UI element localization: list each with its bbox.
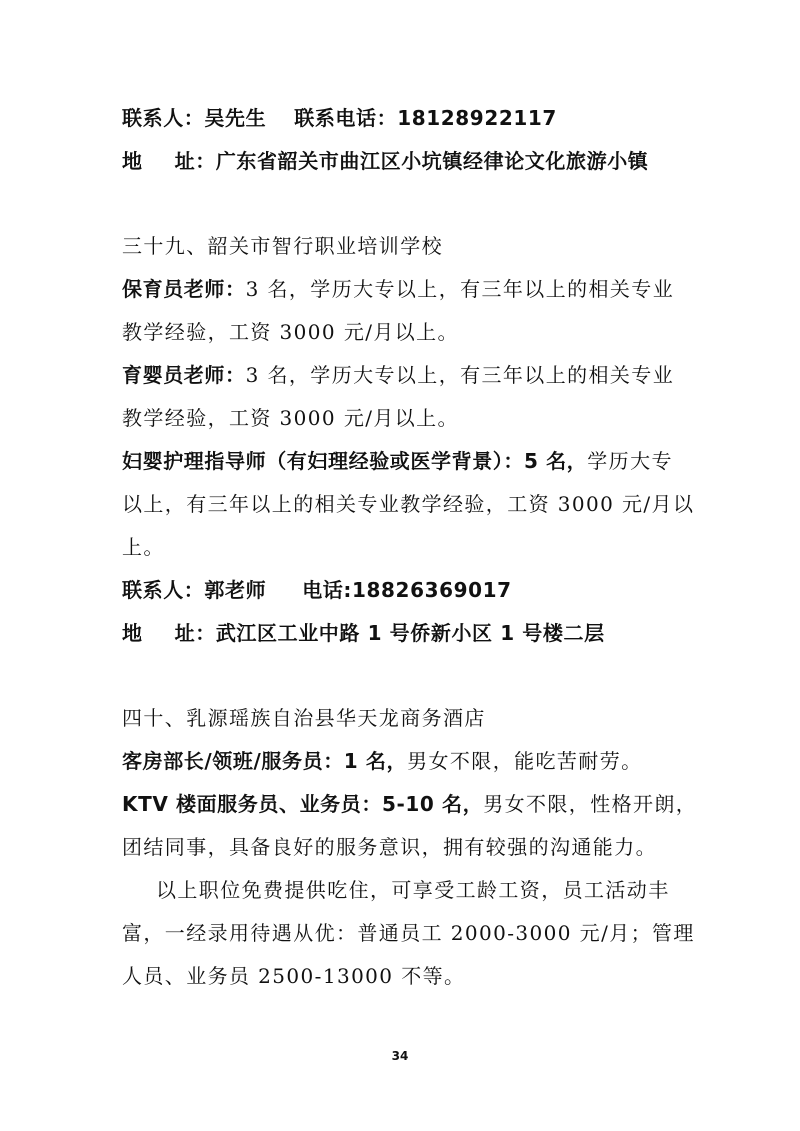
job-title: 保育员老师： <box>122 277 246 301</box>
phone-number: 18128922117 <box>397 106 557 130</box>
benefits-note: 以上职位免费提供吃住，可享受工龄工资，员工活动丰 <box>156 878 670 902</box>
page-number: 34 <box>391 1049 409 1063</box>
address-line <box>122 619 680 647</box>
job-title: 妇婴护理指导师（有妇理经验或医学背景）：5 名， <box>122 449 588 473</box>
address-label-b: 址： <box>174 621 216 645</box>
phone-label: 联系电话： <box>294 106 398 130</box>
contact-label: 联系人： <box>122 106 205 130</box>
address-line <box>122 147 680 175</box>
job-infant-care-teacher <box>122 361 680 389</box>
job-desc: 3 名，学历大专以上，有三年以上的相关专业 <box>245 363 675 387</box>
job-desc: 学历大专 <box>587 449 673 473</box>
phone-label: 电话:18826369017 <box>302 578 512 602</box>
contact-line <box>122 104 680 132</box>
section-39-title: 三十九、韶关市智行职业培训学校 <box>122 234 443 258</box>
job-title: 育婴员老师： <box>122 363 246 387</box>
address-label-a: 地 <box>122 149 143 173</box>
job-desc-cont: 上。 <box>122 535 165 559</box>
address-label-a: 地 <box>122 621 143 645</box>
job-maternal-care-instructor <box>122 447 680 475</box>
job-desc-cont: 教学经验，工资 3000 元/月以上。 <box>122 320 459 344</box>
job-housekeeping <box>122 747 680 775</box>
job-title: 客房部长/领班/服务员：1 名， <box>122 749 408 773</box>
job-desc: 3 名，学历大专以上，有三年以上的相关专业 <box>245 277 675 301</box>
job-desc: 男女不限，性格开朗， <box>483 792 698 816</box>
address-text: 广东省韶关市曲江区小坑镇经律论文化旅游小镇 <box>215 149 649 173</box>
job-ktv-staff <box>122 790 698 818</box>
benefits-note-cont: 人员、业务员 2500-13000 不等。 <box>122 964 466 988</box>
job-desc-cont: 团结同事，具备良好的服务意识，拥有较强的沟通能力。 <box>122 835 657 859</box>
job-nursery-teacher <box>122 275 680 303</box>
address-label-b: 址： <box>174 149 216 173</box>
contact-line <box>122 576 680 604</box>
section-40-title: 四十、乳源瑶族自治县华天龙商务酒店 <box>122 706 486 730</box>
address-text: 武江区工业中路 1 号侨新小区 1 号楼二层 <box>215 621 605 645</box>
job-desc-cont: 以上，有三年以上的相关专业教学经验，工资 3000 元/月以 <box>122 492 695 516</box>
job-desc: 男女不限，能吃苦耐劳。 <box>407 749 643 773</box>
job-desc-cont: 教学经验，工资 3000 元/月以上。 <box>122 406 459 430</box>
contact-name: 吴先生 <box>204 106 267 130</box>
benefits-note-cont: 富，一经录用待遇从优：普通员工 2000-3000 元/月；管理 <box>122 921 695 945</box>
contact-label: 联系人：郭老师 <box>122 578 267 602</box>
job-title: KTV 楼面服务员、业务员：5-10 名， <box>122 792 484 816</box>
